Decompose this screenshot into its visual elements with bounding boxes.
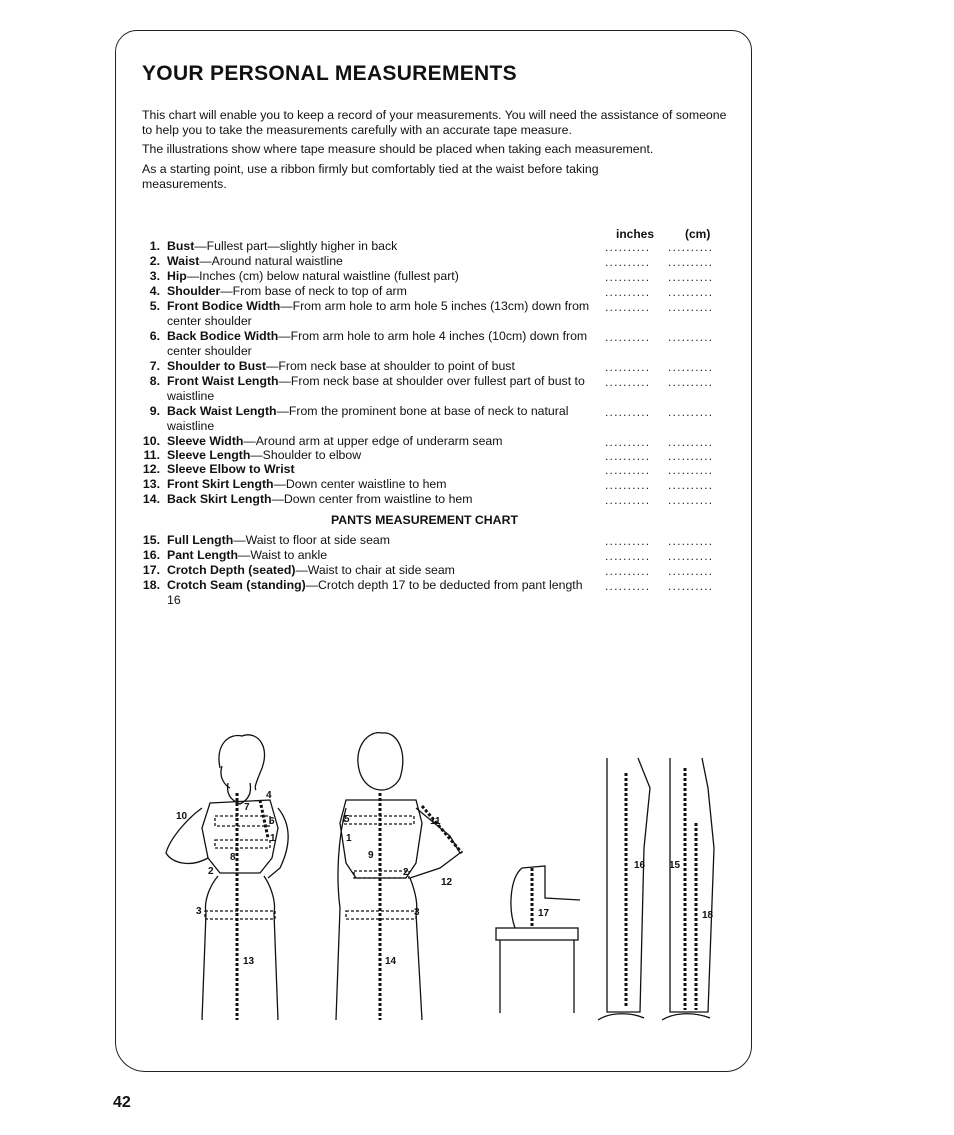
- cm-entry-field[interactable]: ..........: [668, 270, 714, 284]
- back-label-5: 5: [344, 814, 350, 825]
- measurement-name: Sleeve Width: [167, 434, 244, 448]
- measurement-name: Shoulder: [167, 284, 221, 298]
- measurement-name: Sleeve Length: [167, 448, 251, 462]
- front-label-8: 8: [230, 852, 236, 863]
- measurement-name: Front Bodice Width: [167, 299, 281, 313]
- inches-entry-field[interactable]: ..........: [605, 330, 651, 344]
- cm-entry-field[interactable]: ..........: [668, 375, 714, 389]
- measurement-text: [167, 578, 597, 608]
- inches-entry-field[interactable]: ..........: [605, 534, 651, 548]
- back-label-3: 3: [414, 907, 420, 918]
- measurement-number: 18.: [142, 578, 160, 592]
- measurement-number: 13.: [142, 477, 160, 491]
- measurement-name: Front Skirt Length: [167, 477, 274, 491]
- cm-entry-field[interactable]: ..........: [668, 435, 714, 449]
- measurement-description: —Waist to chair at side seam: [295, 563, 455, 577]
- measurement-number: 11.: [143, 448, 160, 462]
- cm-entry-field[interactable]: ..........: [668, 534, 714, 548]
- measurement-number: 5.: [149, 299, 160, 313]
- measurement-description: —From arm hole to arm hole 5 inches (13cm) down from center shoulder: [167, 299, 590, 328]
- inches-entry-field[interactable]: ..........: [605, 579, 651, 593]
- measurement-description: —Down center waistline to hem: [273, 477, 447, 491]
- measurement-description: —From neck base at shoulder over fullest part of bust to waistline: [167, 374, 585, 403]
- inches-entry-field[interactable]: ..........: [605, 478, 651, 492]
- measurement-text: [167, 404, 597, 434]
- measurement-text: [167, 492, 597, 507]
- measurement-number: 15.: [142, 533, 160, 547]
- measurement-text: [167, 563, 597, 578]
- cm-entry-field[interactable]: ..........: [668, 255, 714, 269]
- pants-chart-heading: PANTS MEASUREMENT CHART: [331, 513, 518, 527]
- back-label-12: 12: [441, 877, 453, 888]
- measurement-name: Front Waist Length: [167, 374, 279, 388]
- measurement-name: Pant Length: [167, 548, 239, 562]
- measurement-illustrations: [160, 728, 740, 1028]
- inches-entry-field[interactable]: ..........: [605, 493, 651, 507]
- inches-entry-field[interactable]: ..........: [605, 300, 651, 314]
- pants-label-16: 16: [634, 860, 646, 871]
- back-label-9: 9: [368, 850, 374, 861]
- inches-entry-field[interactable]: ..........: [605, 270, 651, 284]
- measurement-text: [167, 329, 597, 359]
- inches-entry-field[interactable]: ..........: [605, 405, 651, 419]
- cm-entry-field[interactable]: ..........: [668, 405, 714, 419]
- measurement-number: 8.: [149, 374, 160, 388]
- measurement-name: Back Bodice Width: [167, 329, 279, 343]
- measurement-number: 6.: [149, 329, 160, 343]
- intro-paragraph-1: This chart will enable you to keep a record of your measurements. You will need the assistance of someone to help you to take the measurements carefully with an accurate tape measure.: [142, 108, 727, 137]
- cm-entry-field[interactable]: ..........: [668, 330, 714, 344]
- measurement-description: —Crotch depth 17 to be deducted from pant length 16: [167, 578, 583, 607]
- measurement-text: [167, 462, 597, 477]
- inches-entry-field[interactable]: ..........: [605, 435, 651, 449]
- measurement-number: 12.: [142, 462, 160, 476]
- measurement-name: Back Waist Length: [167, 404, 277, 418]
- measurement-number: 9.: [149, 404, 160, 418]
- page-number: 42: [113, 1094, 131, 1111]
- cm-entry-field[interactable]: ..........: [668, 579, 714, 593]
- back-label-11: 11: [430, 816, 441, 827]
- inches-entry-field[interactable]: ..........: [605, 285, 651, 299]
- measurement-number: 10.: [142, 434, 160, 448]
- cm-entry-field[interactable]: ..........: [668, 549, 714, 563]
- pants-label-15: 15: [669, 860, 681, 871]
- cm-entry-field[interactable]: ..........: [668, 240, 714, 254]
- front-label-3: 3: [196, 906, 202, 917]
- measurement-description: —Waist to floor at side seam: [233, 533, 390, 547]
- front-label-1: 1: [270, 833, 276, 844]
- measurement-text: [167, 448, 597, 463]
- measurement-text: [167, 254, 597, 269]
- measurement-text: [167, 359, 597, 374]
- measurement-number: 7.: [149, 359, 160, 373]
- measurement-text: [167, 548, 597, 563]
- measurement-description: —Down center from waistline to hem: [271, 492, 473, 506]
- front-label-13: 13: [243, 956, 255, 967]
- pants-label-18: 18: [702, 910, 714, 921]
- measurement-description: —Around natural waistline: [199, 254, 343, 268]
- inches-entry-field[interactable]: ..........: [605, 449, 651, 463]
- cm-entry-field[interactable]: ..........: [668, 300, 714, 314]
- seated-label-17: 17: [538, 908, 550, 919]
- measurement-description: —From arm hole to arm hole 4 inches (10cm) down from center shoulder: [167, 329, 588, 358]
- measurement-name: Back Skirt Length: [167, 492, 272, 506]
- front-label-6: 6: [269, 816, 275, 827]
- measurement-name: Full Length: [167, 533, 234, 547]
- front-label-7: 7: [244, 802, 250, 813]
- pants-illustrations: [598, 758, 714, 1020]
- measurement-text: [167, 299, 597, 329]
- measurement-text: [167, 477, 597, 492]
- measurement-name: Crotch Depth (seated): [167, 563, 296, 577]
- cm-entry-field[interactable]: ..........: [668, 564, 714, 578]
- back-figure-illustration: [336, 733, 462, 1020]
- measurement-name: Sleeve Elbow to Wrist: [167, 462, 295, 476]
- measurement-number: 1.: [149, 239, 160, 253]
- measurement-text: [167, 284, 597, 299]
- measurement-name: Shoulder to Bust: [167, 359, 267, 373]
- inches-entry-field[interactable]: ..........: [605, 240, 651, 254]
- front-label-4: 4: [266, 790, 272, 801]
- measurement-description: —From neck base at shoulder to point of bust: [266, 359, 515, 373]
- inches-entry-field[interactable]: ..........: [605, 360, 651, 374]
- measurement-description: —Fullest part—slightly higher in back: [194, 239, 398, 253]
- measurement-description: —Shoulder to elbow: [250, 448, 362, 462]
- inches-entry-field[interactable]: ..........: [605, 375, 651, 389]
- measurement-text: [167, 533, 597, 548]
- front-figure-illustration: [166, 735, 288, 1020]
- measurement-name: Hip: [167, 269, 187, 283]
- measurement-description: —From base of neck to top of arm: [220, 284, 407, 298]
- measurement-number: 14.: [142, 492, 160, 506]
- measurement-description: —Waist to ankle: [238, 548, 328, 562]
- cm-entry-field[interactable]: ..........: [668, 493, 714, 507]
- measurement-name: Crotch Seam (standing): [167, 578, 306, 592]
- measurement-text: [167, 239, 597, 254]
- inches-entry-field[interactable]: ..........: [605, 549, 651, 563]
- front-label-10: 10: [176, 811, 188, 822]
- column-header-inches: inches: [616, 227, 655, 241]
- front-label-2: 2: [208, 866, 214, 877]
- measurement-number: 17.: [142, 563, 160, 577]
- inches-entry-field[interactable]: ..........: [605, 255, 651, 269]
- measurement-text: [167, 269, 597, 284]
- inches-entry-field[interactable]: ..........: [605, 564, 651, 578]
- measurement-name: Bust: [167, 239, 195, 253]
- cm-entry-field[interactable]: ..........: [668, 463, 714, 477]
- measurement-number: 4.: [149, 284, 160, 298]
- measurement-text: [167, 374, 597, 404]
- seated-figure-illustration: [496, 866, 580, 1013]
- back-label-1: 1: [346, 833, 352, 844]
- cm-entry-field[interactable]: ..........: [668, 285, 714, 299]
- measurement-number: 2.: [149, 254, 160, 268]
- cm-entry-field[interactable]: ..........: [668, 360, 714, 374]
- intro-paragraph-2: The illustrations show where tape measure should be placed when taking each measurement.: [142, 142, 654, 156]
- cm-entry-field[interactable]: ..........: [668, 449, 714, 463]
- measurement-number: 3.: [149, 269, 160, 283]
- column-header-cm: (cm): [685, 227, 711, 241]
- inches-entry-field[interactable]: ..........: [605, 463, 651, 477]
- cm-entry-field[interactable]: ..........: [668, 478, 714, 492]
- measurement-description: —Inches (cm) below natural waistline (fullest part): [186, 269, 459, 283]
- measurement-name: Waist: [167, 254, 200, 268]
- page-title: YOUR PERSONAL MEASUREMENTS: [142, 62, 517, 85]
- measurement-text: [167, 434, 597, 449]
- measurement-number: 16.: [142, 548, 160, 562]
- intro-paragraph-3: As a starting point, use a ribbon firmly but comfortably tied at the waist before taking measurements.: [142, 162, 599, 191]
- measurement-description: —Around arm at upper edge of underarm seam: [243, 434, 503, 448]
- measurement-description: —From the prominent bone at base of neck to natural waistline: [167, 404, 569, 433]
- back-label-14: 14: [385, 956, 397, 967]
- back-label-2: 2: [403, 867, 409, 878]
